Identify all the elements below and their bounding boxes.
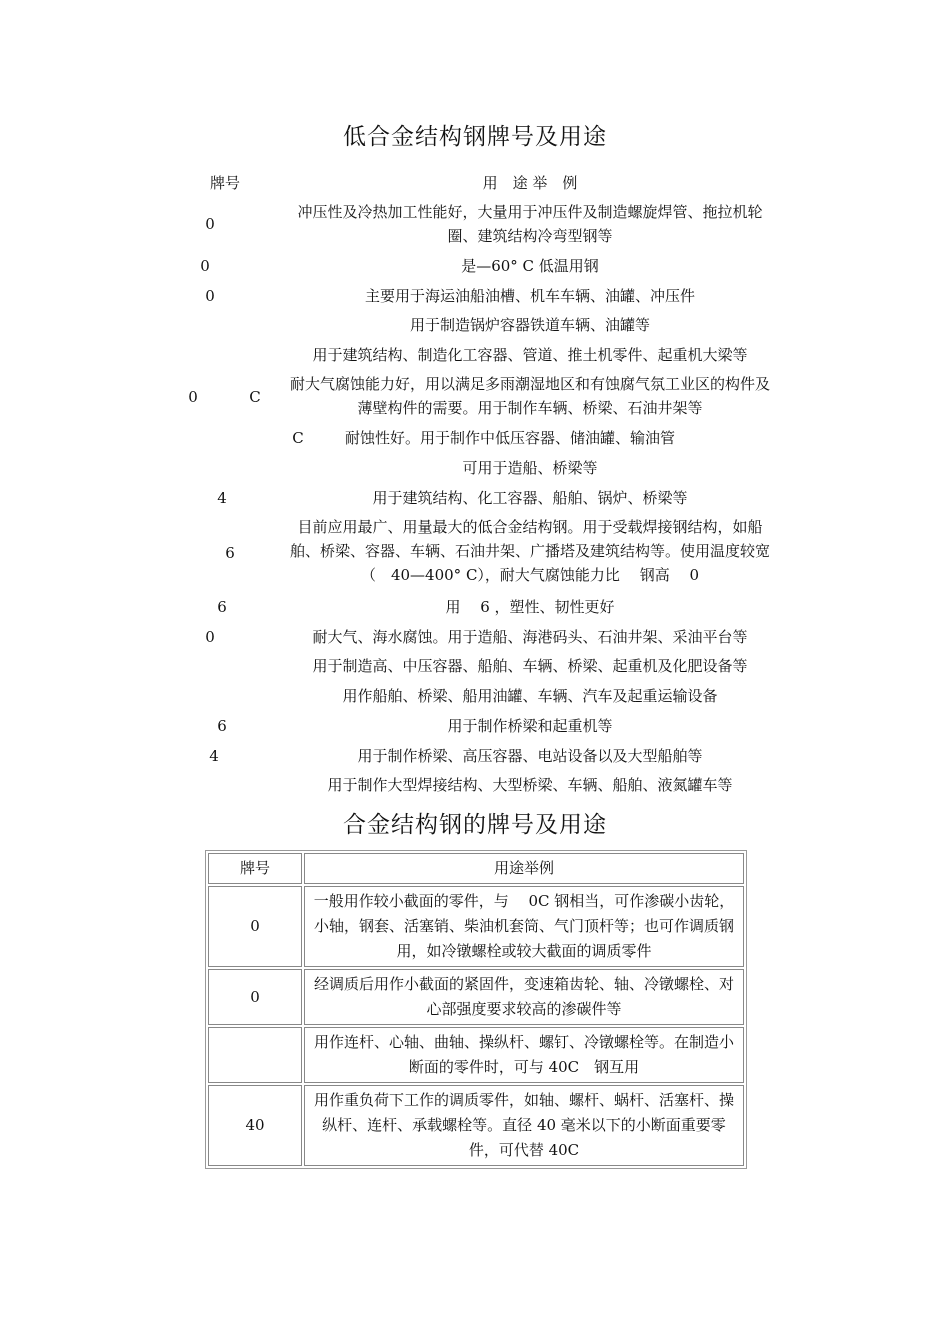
table-row (208, 1027, 744, 1083)
grade-cell: 0 (200, 257, 210, 275)
table1-header-use: 用 途 举 例 (482, 174, 578, 192)
grade-suffix-cell: C (292, 429, 304, 447)
header-use: 用途举例 (304, 853, 744, 884)
grade-cell (208, 1027, 302, 1083)
use-cell: 用于制作桥梁、高压容器、电站设备以及大型船舶等 (357, 747, 703, 765)
grade-cell: 6 (217, 598, 227, 616)
use-cell: 用作连杆、心轴、曲轴、操纵杆、螺钉、冷镦螺栓等。在制造小断面的零件时，可与 40C 钢互用 (304, 1027, 744, 1083)
use-cell: 经调质后用作小截面的紧固件，变速箱齿轮、轴、冷镦螺栓、对心部强度要求较高的渗碳件等 (304, 969, 744, 1025)
use-cell: 一般用作较小截面的零件，与 0C 钢相当，可作渗碳小齿轮，小轴，钢套、活塞销、柴油机套筒、气门顶杆等；也可作调质钢用，如冷镦螺栓或较大截面的调质零件 (304, 886, 744, 967)
grade-cell: 0 (208, 886, 302, 967)
table-row (208, 1085, 744, 1166)
use-cell: 耐大气、海水腐蚀。用于造船、海港码头、石油井架、采油平台等 (312, 628, 748, 646)
grade-cell: 4 (217, 489, 227, 507)
grade-cell: 0 (205, 628, 215, 646)
use-cell: 是—60° C 低温用钢 (461, 257, 599, 275)
use-cell: 耐蚀性好。用于制作中低压容器、储油罐、输油管 (345, 429, 676, 447)
grade-cell: 40 (208, 1085, 302, 1166)
use-cell: 冲压性及冷热加工性能好，大量用于冲压件及制造螺旋焊管、拖拉机轮圈、建筑结构冷弯型钢等 (297, 203, 763, 245)
header-grade: 牌号 (208, 853, 302, 884)
section-title: 合金结构钢的牌号及用途 (343, 812, 607, 838)
use-cell: 用于建筑结构、化工容器、船舶、锅炉、桥梁等 (372, 489, 688, 507)
grade-cell: 0 (208, 969, 302, 1025)
use-cell: 用于制造锅炉容器铁道车辆、油罐等 (409, 316, 650, 334)
grade-cell: 0 (205, 215, 215, 233)
use-cell: 用作船舶、桥梁、船用油罐、车辆、汽车及起重运输设备 (342, 687, 718, 705)
grade-cell: 6 (217, 717, 227, 735)
grade-cell: 0 (188, 388, 198, 406)
use-cell: 主要用于海运油船油槽、机车车辆、油罐、冲压件 (364, 287, 695, 305)
grade-cell: 0 (205, 287, 215, 305)
use-cell: 用于制作桥梁和起重机等 (447, 717, 613, 735)
grade-suffix-cell: C (249, 388, 261, 406)
table-row (208, 969, 744, 1025)
use-cell: 可用于造船、桥梁等 (462, 459, 598, 477)
alloy-steel-table (205, 850, 747, 1169)
table-row (208, 886, 744, 967)
grade-cell: 4 (209, 747, 219, 765)
table-header-row (208, 853, 744, 884)
grade-cell: 6 (225, 544, 235, 562)
use-cell: 耐大气腐蚀能力好，用以满足多雨潮湿地区和有蚀腐气氛工业区的构件及薄壁构件的需要。用于制作车辆、桥梁、石油井架等 (289, 375, 770, 417)
use-cell: 用于建筑结构、制造化工容器、管道、推土机零件、起重机大梁等 (312, 346, 748, 364)
use-cell: 用 6 ，塑性、韧性更好 (445, 598, 615, 616)
use-cell: 目前应用最广、用量最大的低合金结构钢。用于受载焊接钢结构，如船舶、桥梁、容器、车辆、石油井架、广播塔及建筑结构等。使用温度较宽（ 40—400° C），耐大气腐蚀能力比 钢高 0 (289, 518, 770, 584)
page-title: 低合金结构钢牌号及用途 (343, 124, 607, 150)
use-cell: 用作重负荷下工作的调质零件，如轴、螺杆、蜗杆、活塞杆、操纵杆、连杆、承载螺栓等。直径 40 毫米以下的小断面重要零件，可代替 40C (304, 1085, 744, 1166)
table1-header-grade: 牌号 (209, 174, 240, 192)
use-cell: 用于制作大型焊接结构、大型桥梁、车辆、船舶、液氮罐车等 (327, 776, 733, 794)
use-cell: 用于制造高、中压容器、船舶、车辆、桥梁、起重机及化肥设备等 (312, 657, 748, 675)
